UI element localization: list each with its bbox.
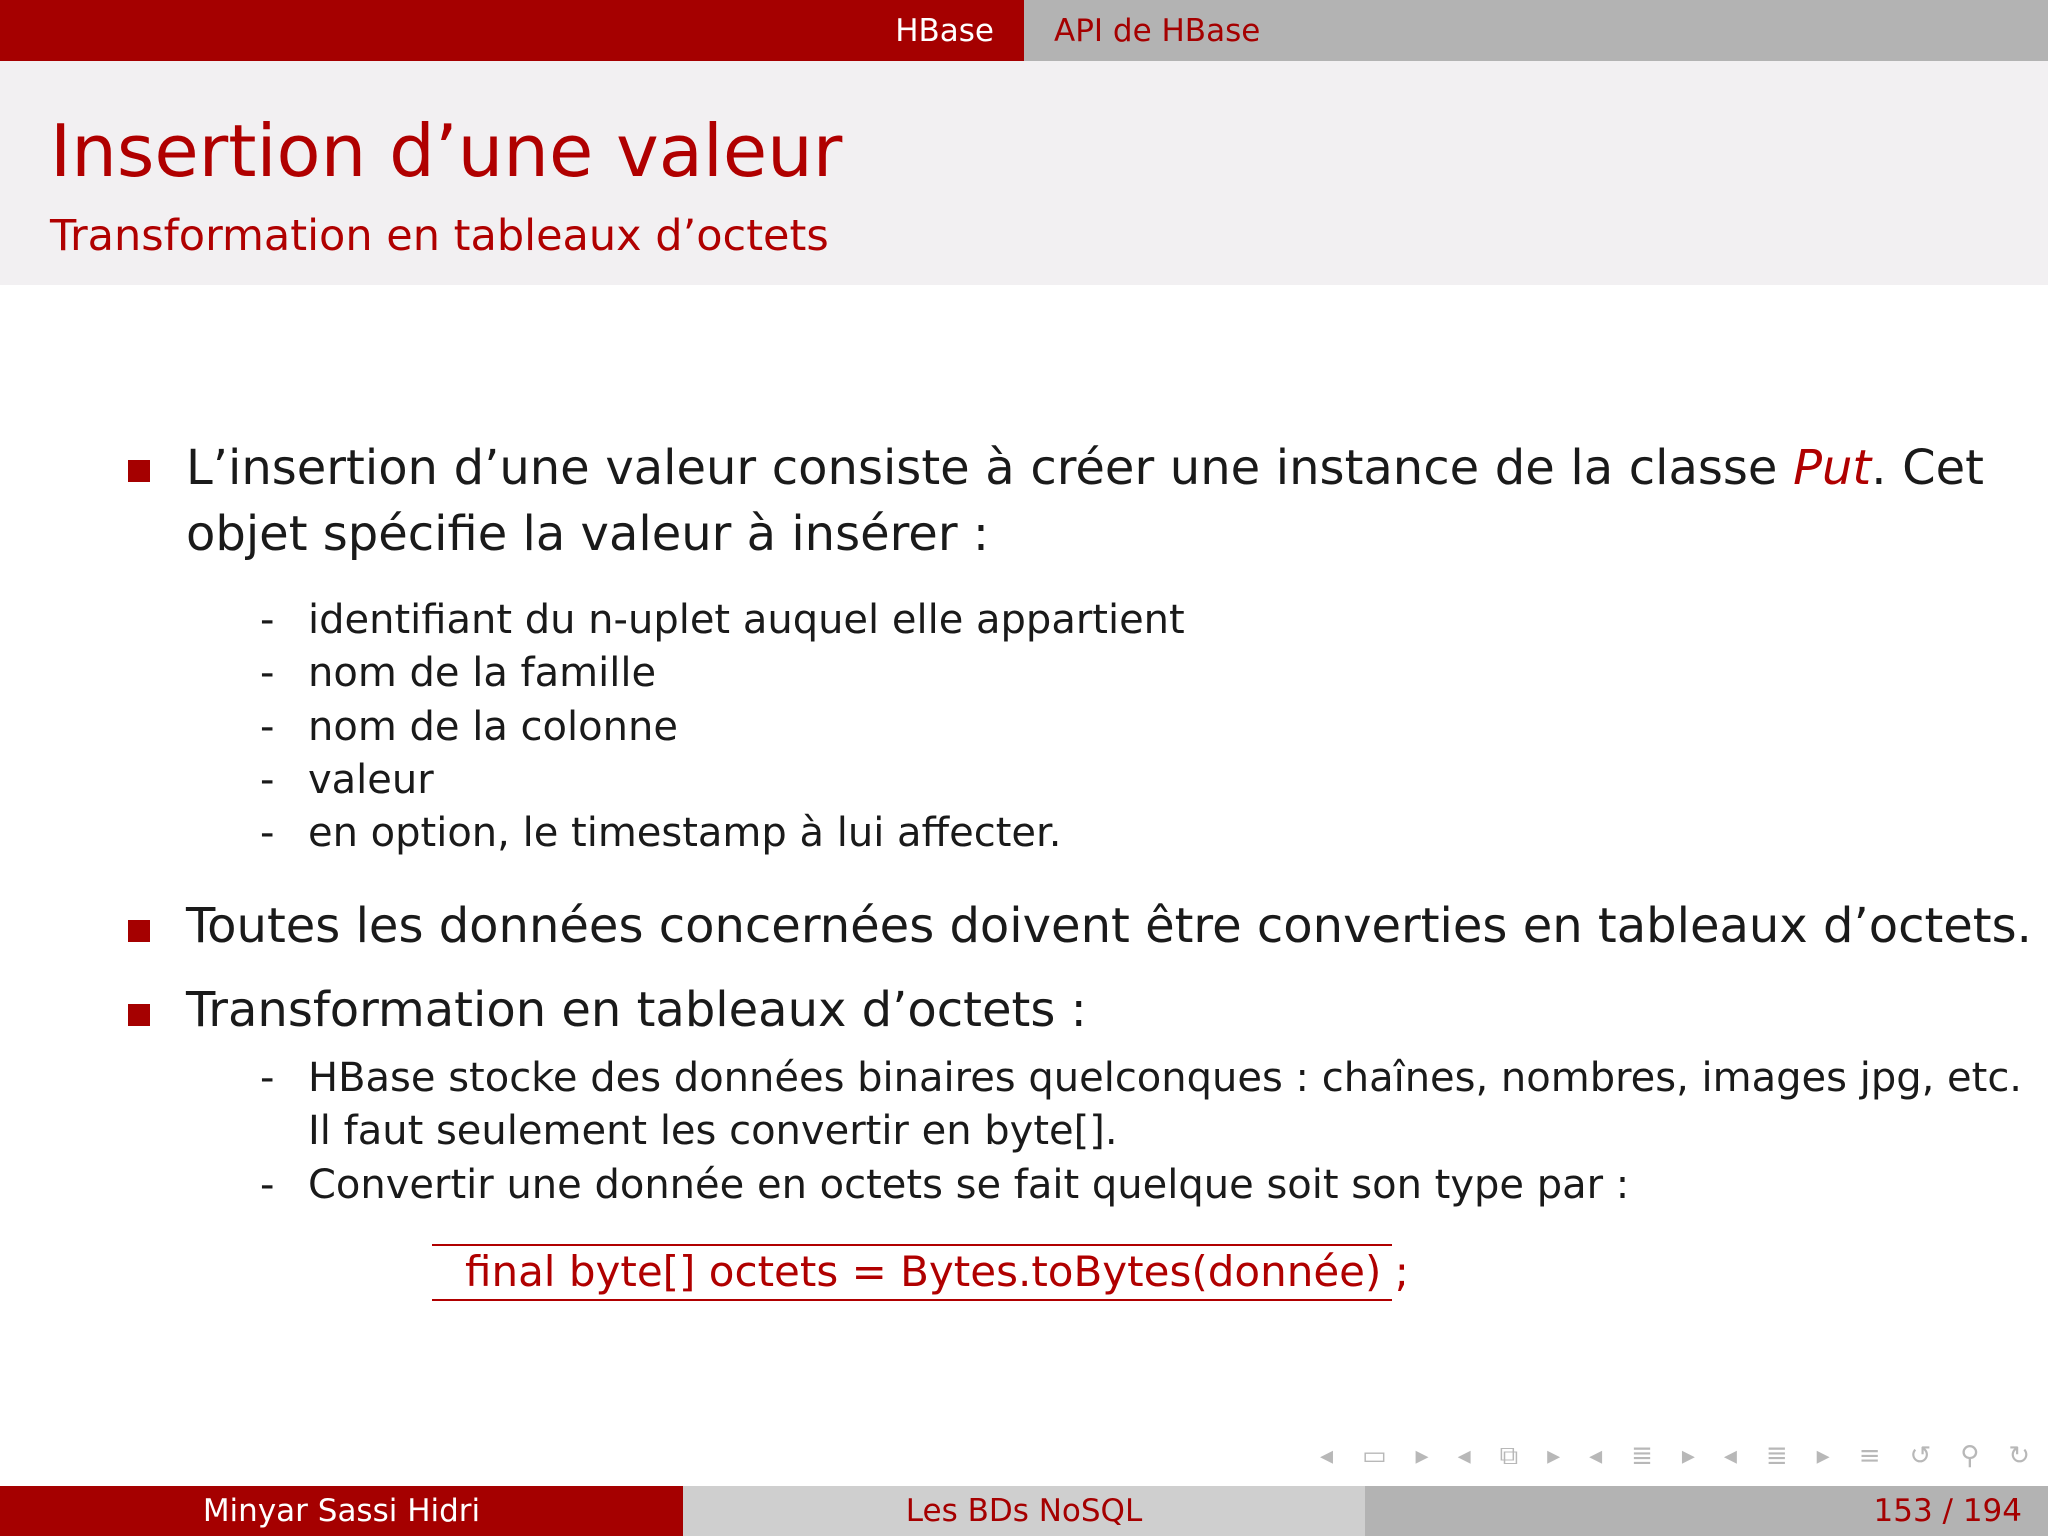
dash-marker: - (260, 1162, 275, 1208)
next-frame-icon[interactable]: ▸ (1415, 1441, 1429, 1471)
subsection-icon[interactable]: ⧉ (1499, 1440, 1519, 1471)
code-rule-bottom (432, 1299, 1392, 1301)
document-icon[interactable]: ≣ (1765, 1441, 1788, 1471)
footer-page-number: 153 / 194 (1365, 1486, 2048, 1536)
footer-author: Minyar Sassi Hidri (0, 1486, 683, 1536)
title-block (0, 61, 2048, 285)
search-icon[interactable]: ⚲ (1960, 1441, 1980, 1471)
bullet-square-icon (128, 460, 150, 482)
bullet-square-icon (128, 920, 150, 942)
navigation-symbols (1320, 1438, 2030, 1474)
top-navigation (0, 0, 2048, 61)
prev-frame-icon[interactable]: ◂ (1320, 1441, 1334, 1471)
next-subsection-icon[interactable]: ▸ (1547, 1441, 1561, 1471)
bullet-1-text-before: L’insertion d’une valeur consiste à créer une instance de la classe (186, 440, 1794, 496)
list-item: Convertir une donnée en octets se fait quelque soit son type par : (308, 1162, 1630, 1208)
next-document-icon[interactable]: ▸ (1816, 1441, 1830, 1471)
nav-section-hbase[interactable]: HBase (0, 0, 1024, 61)
bullet-2-text: Toutes les données concernées doivent être converties en tableaux d’octets. (186, 898, 2032, 954)
put-class-name: Put (1793, 440, 1872, 496)
list-item: nom de la famille (308, 650, 657, 696)
section-icon[interactable]: ≣ (1631, 1441, 1653, 1471)
dash-marker: - (260, 597, 275, 643)
dash-marker: - (260, 1055, 275, 1101)
list-item: identifiant du n-uplet auquel elle appartient (308, 597, 1185, 643)
dash-marker: - (260, 757, 275, 803)
list-item: valeur (308, 757, 434, 803)
footer-course: Les BDs NoSQL (683, 1486, 1365, 1536)
prev-document-icon[interactable]: ◂ (1723, 1441, 1737, 1471)
list-item-continuation: Il faut seulement les convertir en byte[]. (308, 1108, 1118, 1154)
list-item: en option, le timestamp à lui affecter. (308, 810, 1062, 856)
code-snippet: final byte[] octets = Bytes.toBytes(donnée) ; (465, 1247, 1409, 1296)
nav-subsection-api[interactable]: API de HBase (1024, 0, 2048, 61)
bullet-3-text: Transformation en tableaux d’octets : (186, 982, 1087, 1038)
back-icon[interactable]: ↺ (1909, 1441, 1932, 1471)
footer (0, 1486, 2048, 1536)
bullet-1-text-after: . Cet (1871, 440, 1984, 496)
align-icon[interactable]: ≡ (1858, 1441, 1881, 1471)
dash-marker: - (260, 704, 275, 750)
dash-marker: - (260, 810, 275, 856)
frame-icon[interactable]: ▭ (1362, 1441, 1387, 1471)
next-section-icon[interactable]: ▸ (1681, 1441, 1695, 1471)
slide-title: Insertion d’une valeur (50, 109, 843, 193)
list-item: HBase stocke des données binaires quelconques : chaînes, nombres, images jpg, etc. (308, 1055, 2023, 1101)
bullet-1-line-1 (186, 440, 1984, 500)
prev-subsection-icon[interactable]: ◂ (1457, 1441, 1471, 1471)
bullet-square-icon (128, 1004, 150, 1026)
prev-section-icon[interactable]: ◂ (1589, 1441, 1603, 1471)
slide-subtitle: Transformation en tableaux d’octets (50, 211, 829, 261)
list-item: nom de la colonne (308, 704, 678, 750)
dash-marker: - (260, 650, 275, 696)
bullet-1-line-2: objet spécifie la valeur à insérer : (186, 506, 989, 562)
forward-icon[interactable]: ↻ (2008, 1441, 2030, 1471)
